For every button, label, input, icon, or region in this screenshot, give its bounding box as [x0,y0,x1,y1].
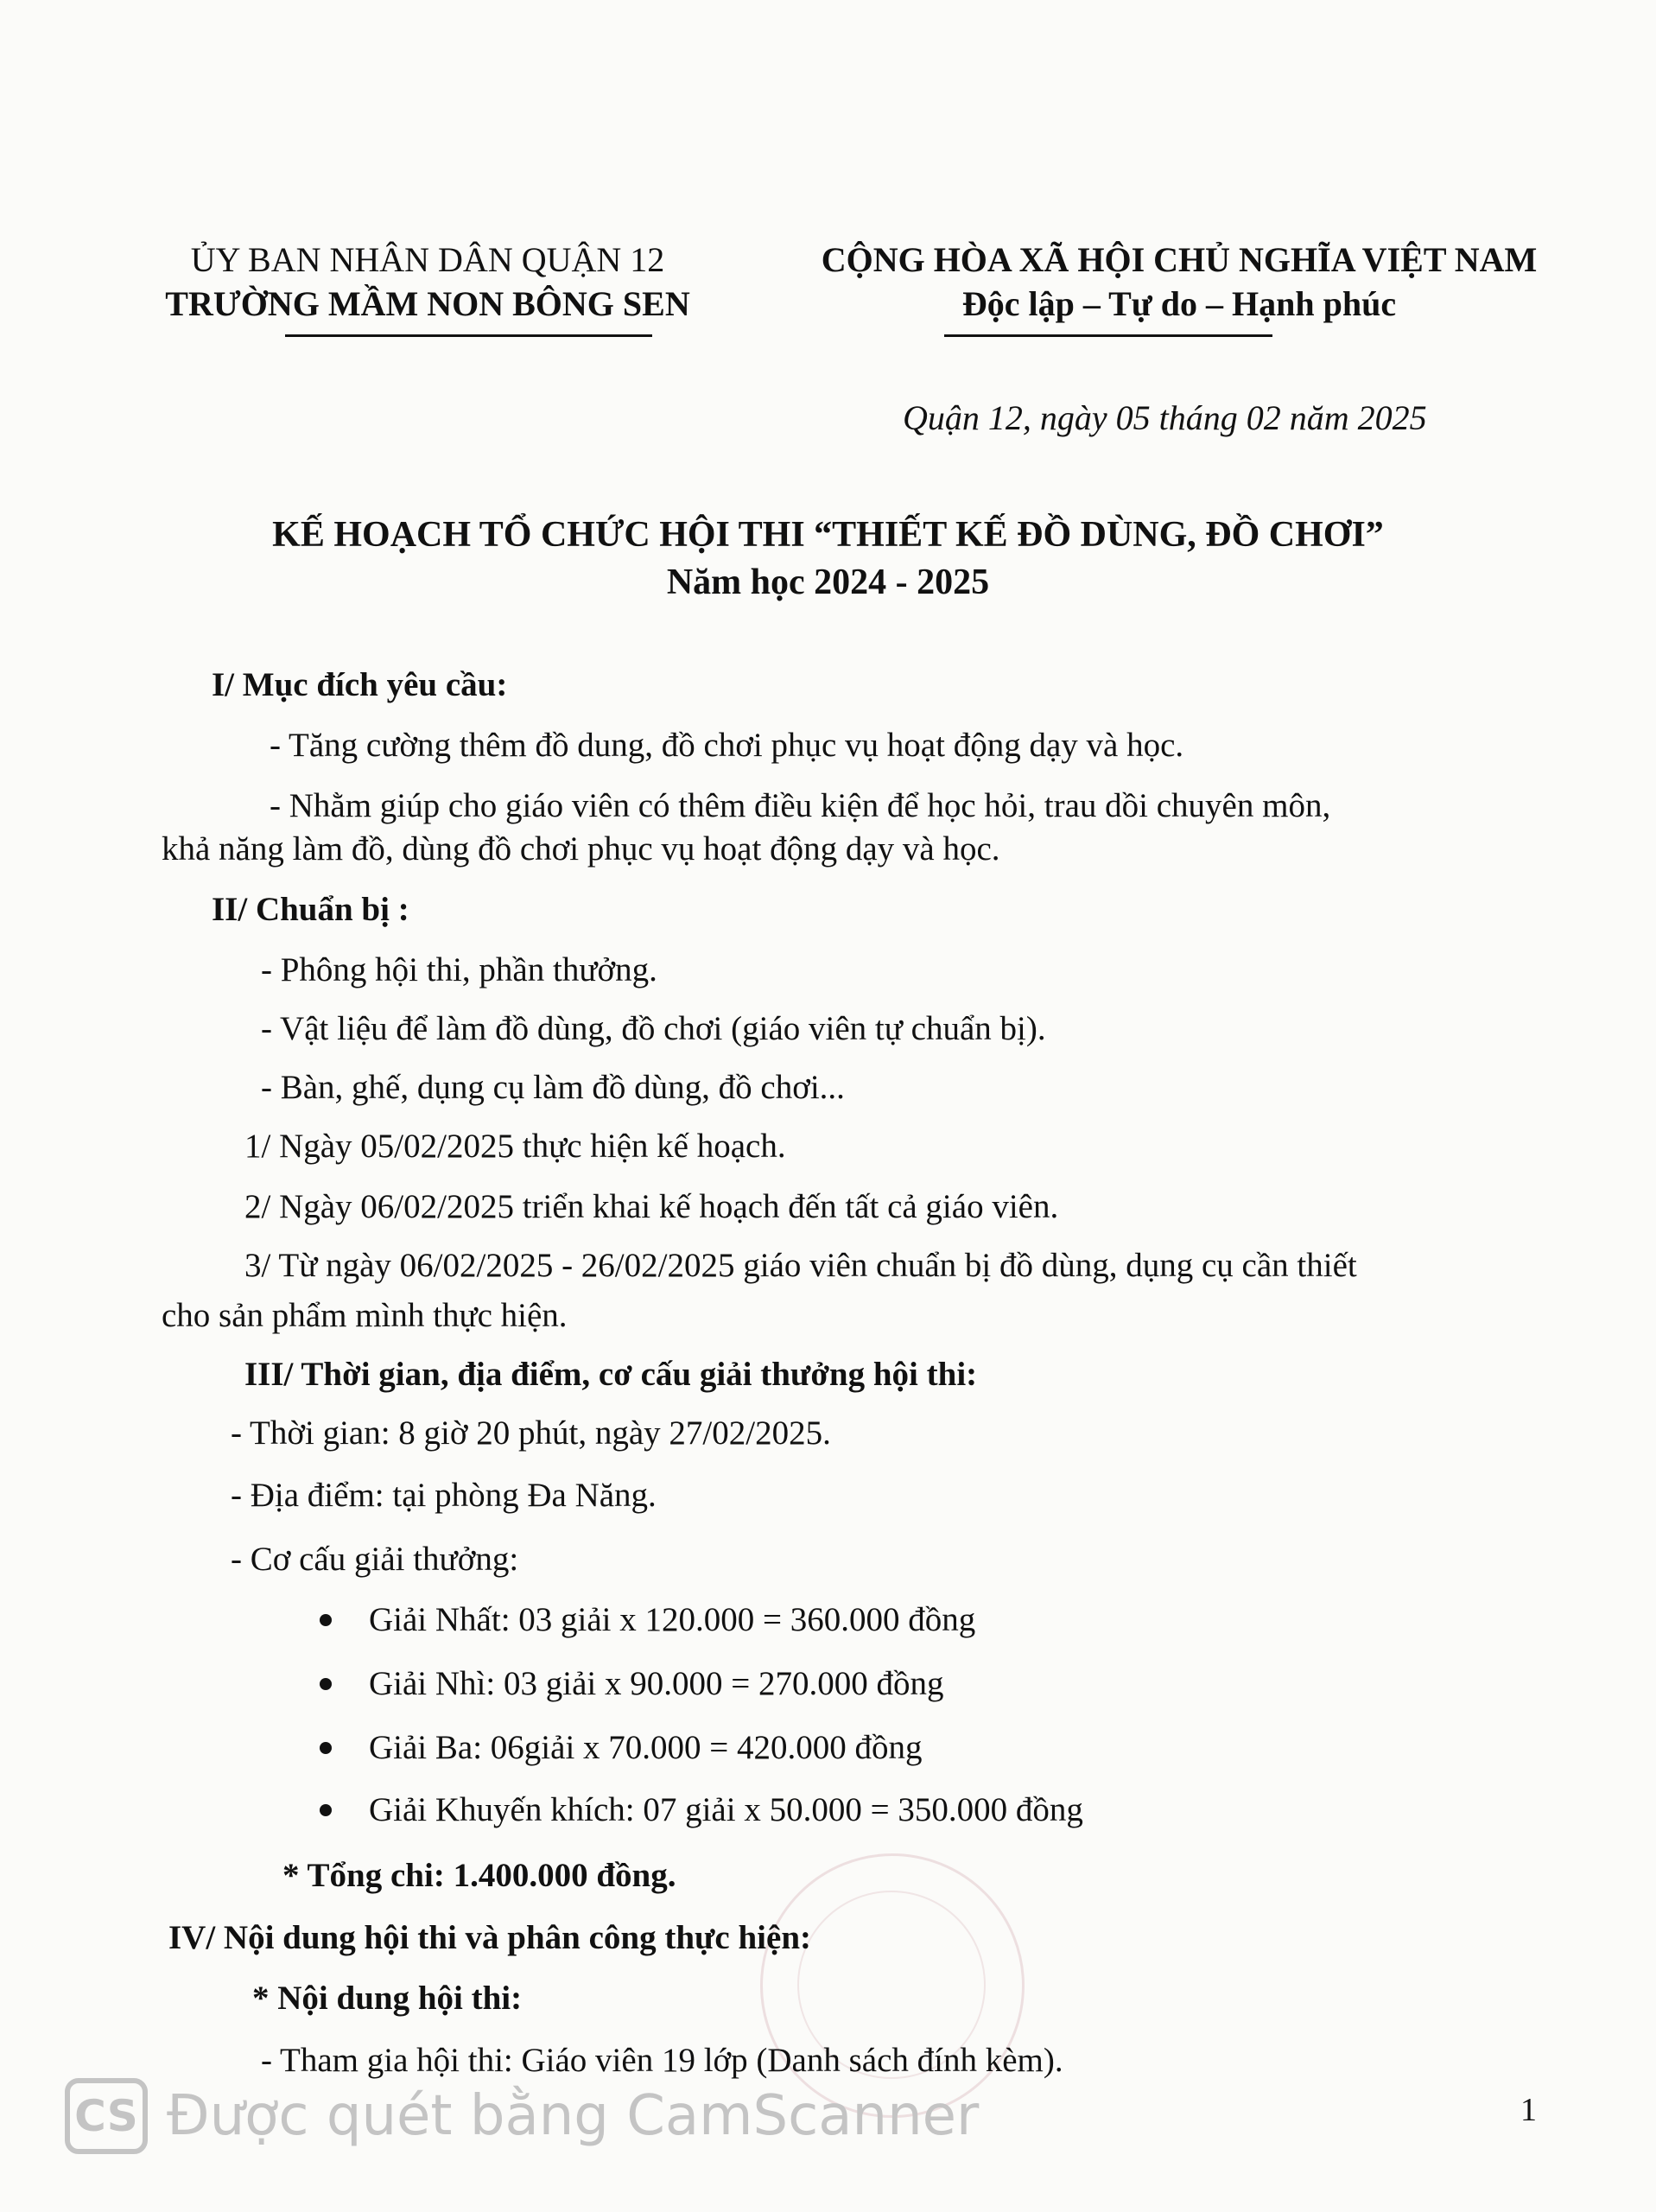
section-1-para-2-line-1: - Nhằm giúp cho giáo viên có thêm điều kiện để học hỏi, trau dồi chuyên môn, [270,787,1331,824]
school-underline [285,334,652,337]
prize-item: Giải Nhì: 03 giải x 90.000 = 270.000 đồng [369,1665,944,1702]
prep-item: - Bàn, ghế, dụng cụ làm đồ dùng, đồ chơi... [261,1069,845,1106]
agency-name: ỦY BAN NHÂN DÂN QUẬN 12 [190,240,665,279]
timeline-step: 2/ Ngày 06/02/2025 triển khai kế hoạch đến tất cả giáo viên. [244,1188,1059,1225]
section-3-heading: III/ Thời gian, địa điểm, cơ cấu giải thưởng hội thi: [244,1356,978,1393]
contest-time: - Thời gian: 8 giờ 20 phút, ngày 27/02/2025. [231,1414,831,1452]
section-4-subheading: * Nội dung hội thi: [252,1980,523,2017]
section-1-para-1: - Tăng cường thêm đồ dung, đồ chơi phục vụ hoạt động dạy và học. [270,727,1184,764]
page-number: 1 [1520,2092,1537,2128]
prize-item: Giải Nhất: 03 giải x 120.000 = 360.000 đồng [369,1601,976,1638]
watermark-text: Được quét bằng CamScanner [167,2084,980,2148]
national-motto: Độc lập – Tự do – Hạnh phúc [961,284,1397,323]
prep-item: - Vật liệu để làm đồ dùng, đồ chơi (giáo viên tự chuẩn bị). [261,1010,1046,1047]
school-name: TRƯỜNG MẦM NON BÔNG SEN [165,284,690,323]
camscanner-watermark [65,2078,979,2154]
section-1-para-2-line-2: khả năng làm đồ, dùng đồ chơi phục vụ hoạt động dạy và học. [162,830,1000,868]
date-line: Quận 12, ngày 05 tháng 02 năm 2025 [903,398,1427,437]
bullet-icon [320,1678,332,1690]
section-4-heading: IV/ Nội dung hội thi và phân công thực hiện: [168,1919,812,1956]
school-year: Năm học 2024 - 2025 [666,563,990,602]
document-title: KẾ HOẠCH TỔ CHỨC HỘI THI “THIẾT KẾ ĐỒ DÙNG, ĐỒ CHƠI” [272,515,1384,555]
section-2-heading: II/ Chuẩn bị : [212,891,409,928]
contest-place: - Địa điểm: tại phòng Đa Năng. [231,1477,657,1514]
total-expense: * Tổng chi: 1.400.000 đồng. [282,1857,676,1894]
prep-item: - Phông hội thi, phần thưởng. [261,951,657,988]
prize-item: Giải Khuyến khích: 07 giải x 50.000 = 350.000 đồng [369,1791,1083,1828]
timeline-step: 1/ Ngày 05/02/2025 thực hiện kế hoạch. [244,1128,786,1165]
bullet-icon [320,1742,332,1754]
timeline-step: 3/ Từ ngày 06/02/2025 - 26/02/2025 giáo viên chuẩn bị đồ dùng, dụng cụ cần thiết [244,1247,1357,1284]
prize-structure-label: - Cơ cấu giải thưởng: [231,1541,519,1578]
bullet-icon [320,1614,332,1626]
bullet-icon [320,1804,332,1816]
timeline-step-continued: cho sản phẩm mình thực hiện. [162,1297,568,1334]
participants-line: - Tham gia hội thi: Giáo viên 19 lớp (Danh sách đính kèm). [261,2042,1063,2079]
prize-item: Giải Ba: 06giải x 70.000 = 420.000 đồng [369,1729,923,1766]
motto-underline [944,334,1272,337]
national-title: CỘNG HÒA XÃ HỘI CHỦ NGHĨA VIỆT NAM [821,240,1538,279]
section-1-heading: I/ Mục đích yêu cầu: [212,666,508,703]
camscanner-logo-icon: CS [65,2078,148,2154]
